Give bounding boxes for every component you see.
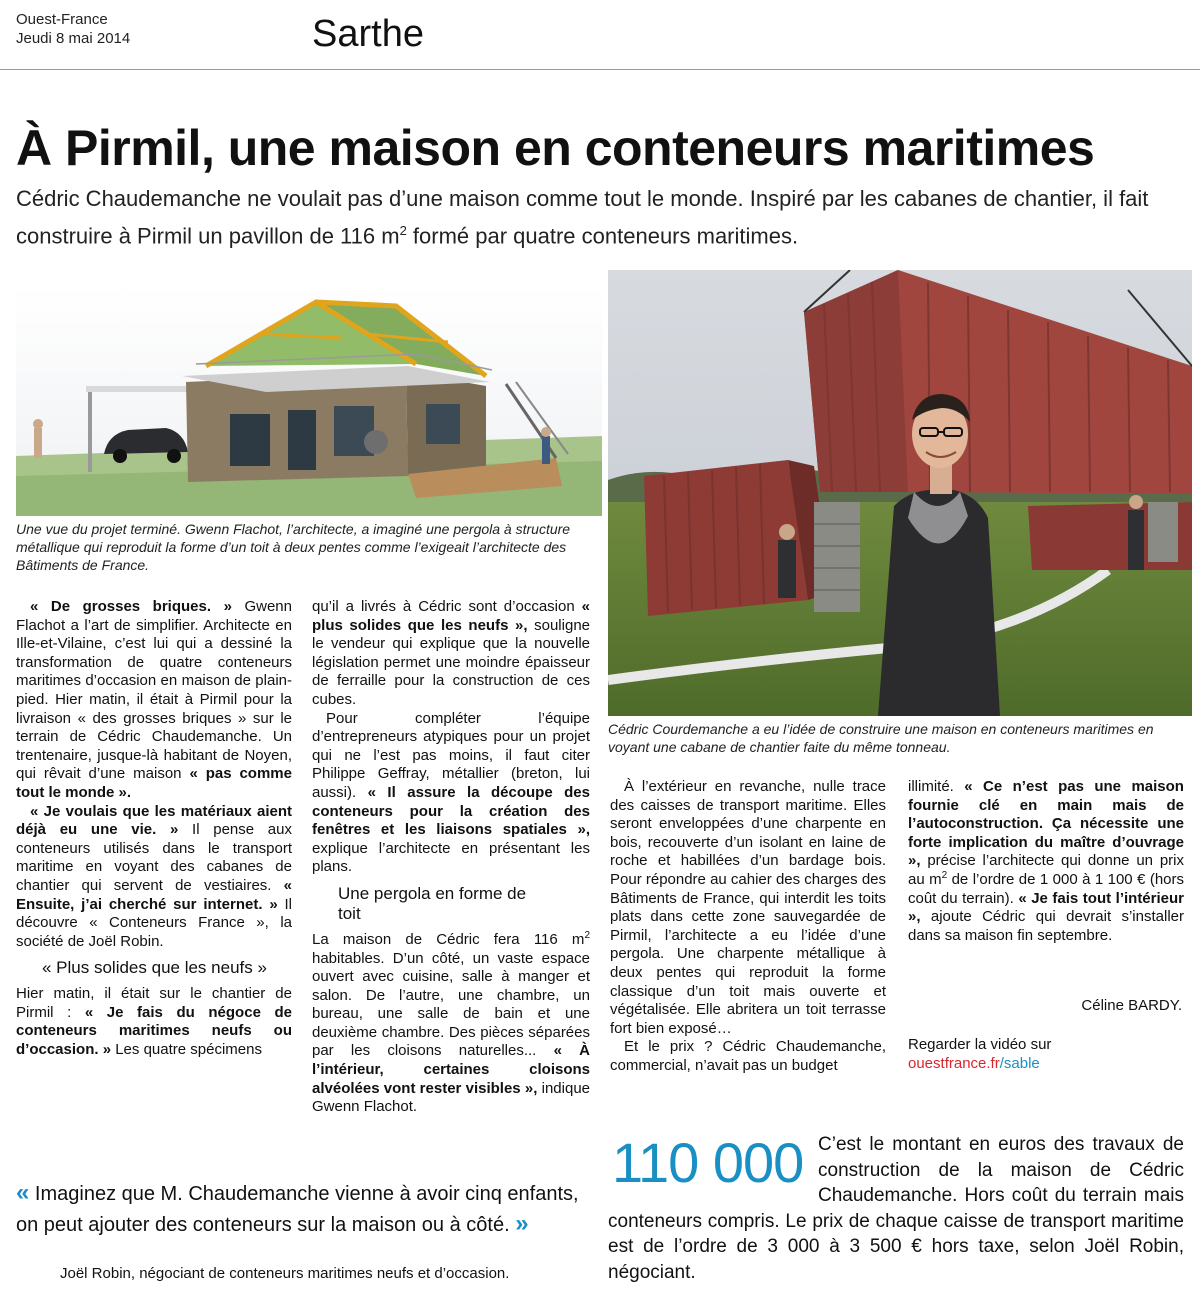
- subhead-plus-solides: « Plus solides que les neufs »: [42, 958, 267, 978]
- video-link-path[interactable]: /sable: [999, 1055, 1040, 1072]
- project-rendering-drawing: [16, 286, 602, 516]
- col1-text-1: Gwenn Flachot a l’art de simplifier. Architecte en Ille-et-Vilaine, c’est lui qui a dessiné la transformation de quatre conteneurs maritimes d’occasion en maison de plain-pied. Hier matin, il était à Pirmil pour la livraison « des grosses briques » sur le terrain de Cédric Chaudemanche. Un trentenaire, jusque-là habitant de Noyen, qui rêvait d’une maison: [16, 598, 292, 783]
- col4-quote-2: « Je fais tout l’intérieur »,: [908, 889, 1185, 926]
- article-column-2: [312, 598, 590, 1117]
- video-link-domain[interactable]: ouestfrance.fr: [908, 1055, 1000, 1072]
- section-title: Sarthe: [312, 13, 424, 55]
- col2-paragraph-3: [312, 931, 590, 1117]
- col1-quote-3: « Je voulais que les matériaux aient déjà eu une vie. »: [16, 802, 292, 839]
- col2-paragraph-1: [312, 598, 590, 710]
- video-text: Regarder la vidéo sur: [908, 1036, 1052, 1053]
- col1-text-3: Il découvre « Conteneurs France », la société de Joël Robin.: [16, 895, 292, 950]
- article-column-1: [16, 598, 292, 1060]
- project-rendering-image: [16, 286, 602, 516]
- col4-text-3: de l’ordre de 1 000 à 1 100 € (hors coût du terrain).: [908, 870, 1184, 907]
- photo-caption: Cédric Courdemanche a eu l’idée de construire une maison en conteneurs maritimes en voyant une cabane de chantier faite du même tonneau.: [608, 721, 1154, 755]
- col2-quote-3: « À l’intérieur, certaines cloisons alvéolées vont rester visibles »,: [312, 1042, 590, 1097]
- col2-paragraph-2: [312, 710, 590, 877]
- video-link[interactable]: [908, 1054, 1188, 1073]
- highlight-number: 110 000: [612, 1131, 804, 1194]
- col2-text-6: habitables. D’un côté, un vaste espace ouvert avec cuisine, salle à manger et salon. De l’autre, une chambre, un bureau, une salle de bain et une deuxième chambre. Des pièces séparées par les cloisons naturelles...: [312, 949, 590, 1060]
- col1-quote-4: « Ensuite, j’ai cherché sur internet. »: [16, 876, 292, 913]
- subhead-pergola: Une pergola en forme de toit: [338, 883, 527, 923]
- highlight-text: C’est le montant en euros des travaux de construction de la maison de Cédric Chaudemanche. Hors coût du terrain mais conteneurs compris. Le prix de chaque caisse de transport maritime est de l’ordre de 3 000 à 3 500 € hors taxe, selon Joël Robin, négociant.: [608, 1134, 1184, 1283]
- col4-sup: 2: [941, 869, 948, 881]
- col2-sup: 2: [584, 929, 590, 941]
- col1-paragraph-1: [16, 598, 292, 803]
- publication-name: Ouest-France: [16, 11, 108, 28]
- col4-paragraph-1: [908, 778, 1184, 945]
- quote-author: Joël Robin, négociant de conteneurs maritimes neufs et d’occasion.: [60, 1265, 510, 1282]
- col1-paragraph-3: [16, 985, 292, 1059]
- highlight-text-block: [608, 1132, 1184, 1285]
- standfirst-sup: 2: [399, 223, 407, 238]
- quote-close-mark: »: [515, 1210, 529, 1237]
- col1-lead-quote: « De grosses briques. »: [30, 598, 232, 615]
- col4-text-4: ajoute Cédric qui devrait s’installer dans sa maison fin septembre.: [908, 908, 1184, 944]
- col2-text-7: indique Gwenn Flachot.: [312, 1079, 591, 1116]
- col4-text-1: illimité.: [908, 778, 965, 795]
- pull-quote: [16, 1178, 596, 1240]
- article-headline: À Pirmil, une maison en conteneurs maritimes: [16, 120, 1095, 176]
- col3-paragraph-1: À l’extérieur en revanche, nulle trace des caisses de transport maritime. Elles seront enveloppées d’une charpente en bois, recouverte d’un isolant en laine de roche et habillées d’un bardage bois. Pour répondre au cahier des charges des Bâtiments de France, qui interdit les toits plats dans cette zone sauvegardée de Pirmil, l’architecte a eu l’idée d’une pergola. Une charpente métallique à deux pentes qui reproduit la forme classique d’un toit mais ouverte et végétalisée. Elle abritera un toit terrasse fort bien exposé…: [610, 778, 887, 1037]
- publication-info: [16, 10, 130, 48]
- masthead: [0, 0, 1200, 70]
- article-column-3: [610, 778, 886, 1076]
- col2-text-4: explique l’architecte en présentant les plans.: [312, 839, 590, 876]
- quote-open-mark: «: [16, 1179, 30, 1206]
- standfirst-part1: Cédric Chaudemanche ne voulait pas d’une maison comme tout le monde. Inspiré par les cabanes de chantier, il fait construire à Pirmil un pavillon de 116 m: [16, 186, 1149, 249]
- col1-quote-2: « pas comme tout le monde ».: [16, 765, 292, 801]
- containers-photo-drawing: [608, 270, 1192, 716]
- author-signature: Céline BARDY.: [1081, 997, 1182, 1014]
- col1-quote-5: « Je fais du négoce de conteneurs maritimes neufs ou d’occasion. »: [16, 1003, 292, 1059]
- illustration-caption: Une vue du projet terminé. Gwenn Flachot, l’architecte, a imaginé une pergola à structure métallique qui reproduit la forme d’un toit à deux pentes comme l’exigeait l’architecte des Bâtiments de France.: [16, 521, 571, 573]
- col4-quote-1: « Ce n’est pas une maison fournie clé en main mais de l’autoconstruction. Ça nécessite une forte implication du maître d’ouvrage »,: [908, 778, 1184, 870]
- col3-paragraph-2: Et le prix ? Cédric Chaudemanche, commercial, n’avait pas un budget: [610, 1038, 886, 1074]
- col2-quote-2: « Il assure la découpe des conteneurs pour la création des fenêtres et les liaisons spatiales »,: [312, 783, 590, 839]
- highlight-number-spacer: [608, 1132, 818, 1194]
- col2-text-2: souligne le vendeur qui explique que la nouvelle législation permet une moindre épaisseur de ferraille pour la construction de ces cubes.: [312, 616, 590, 708]
- col2-text-5: La maison de Cédric fera 116 m: [312, 930, 585, 948]
- col1-text-2: Il pense aux conteneurs utilisés dans le transport maritime en voyant des cabanes de chantier qui servent de vestiaires.: [16, 821, 292, 894]
- col1-paragraph-2: [16, 803, 292, 952]
- col4-text-2: précise l’architecte qui donne un prix au m: [908, 852, 1184, 888]
- col2-text-3: Pour compléter l’équipe d’entrepreneurs atypiques pour un projet qui ne l’est pas moins, il faut citer Philippe Geffray, métallier (breton, lui aussi).: [312, 709, 590, 801]
- article-column-4: [908, 778, 1184, 945]
- col2-quote-1: « plus solides que les neufs »,: [312, 598, 590, 634]
- quote-text: Imaginez que M. Chaudemanche vienne à avoir cinq enfants, on peut ajouter des conteneurs sur la maison ou à côté.: [16, 1183, 579, 1236]
- containers-photo-image: [608, 270, 1192, 716]
- video-callout: [908, 1035, 1188, 1073]
- col1-text-4: Hier matin, il était sur le chantier de Pirmil :: [16, 985, 292, 1021]
- standfirst-part2: formé par quatre conteneurs maritimes.: [406, 223, 799, 249]
- publication-date: Jeudi 8 mai 2014: [16, 30, 131, 47]
- col2-text-1: qu’il a livrés à Cédric sont d’occasion: [312, 598, 582, 615]
- article-standfirst: [16, 183, 1186, 252]
- col1-text-5: Les quatre spécimens: [111, 1041, 262, 1059]
